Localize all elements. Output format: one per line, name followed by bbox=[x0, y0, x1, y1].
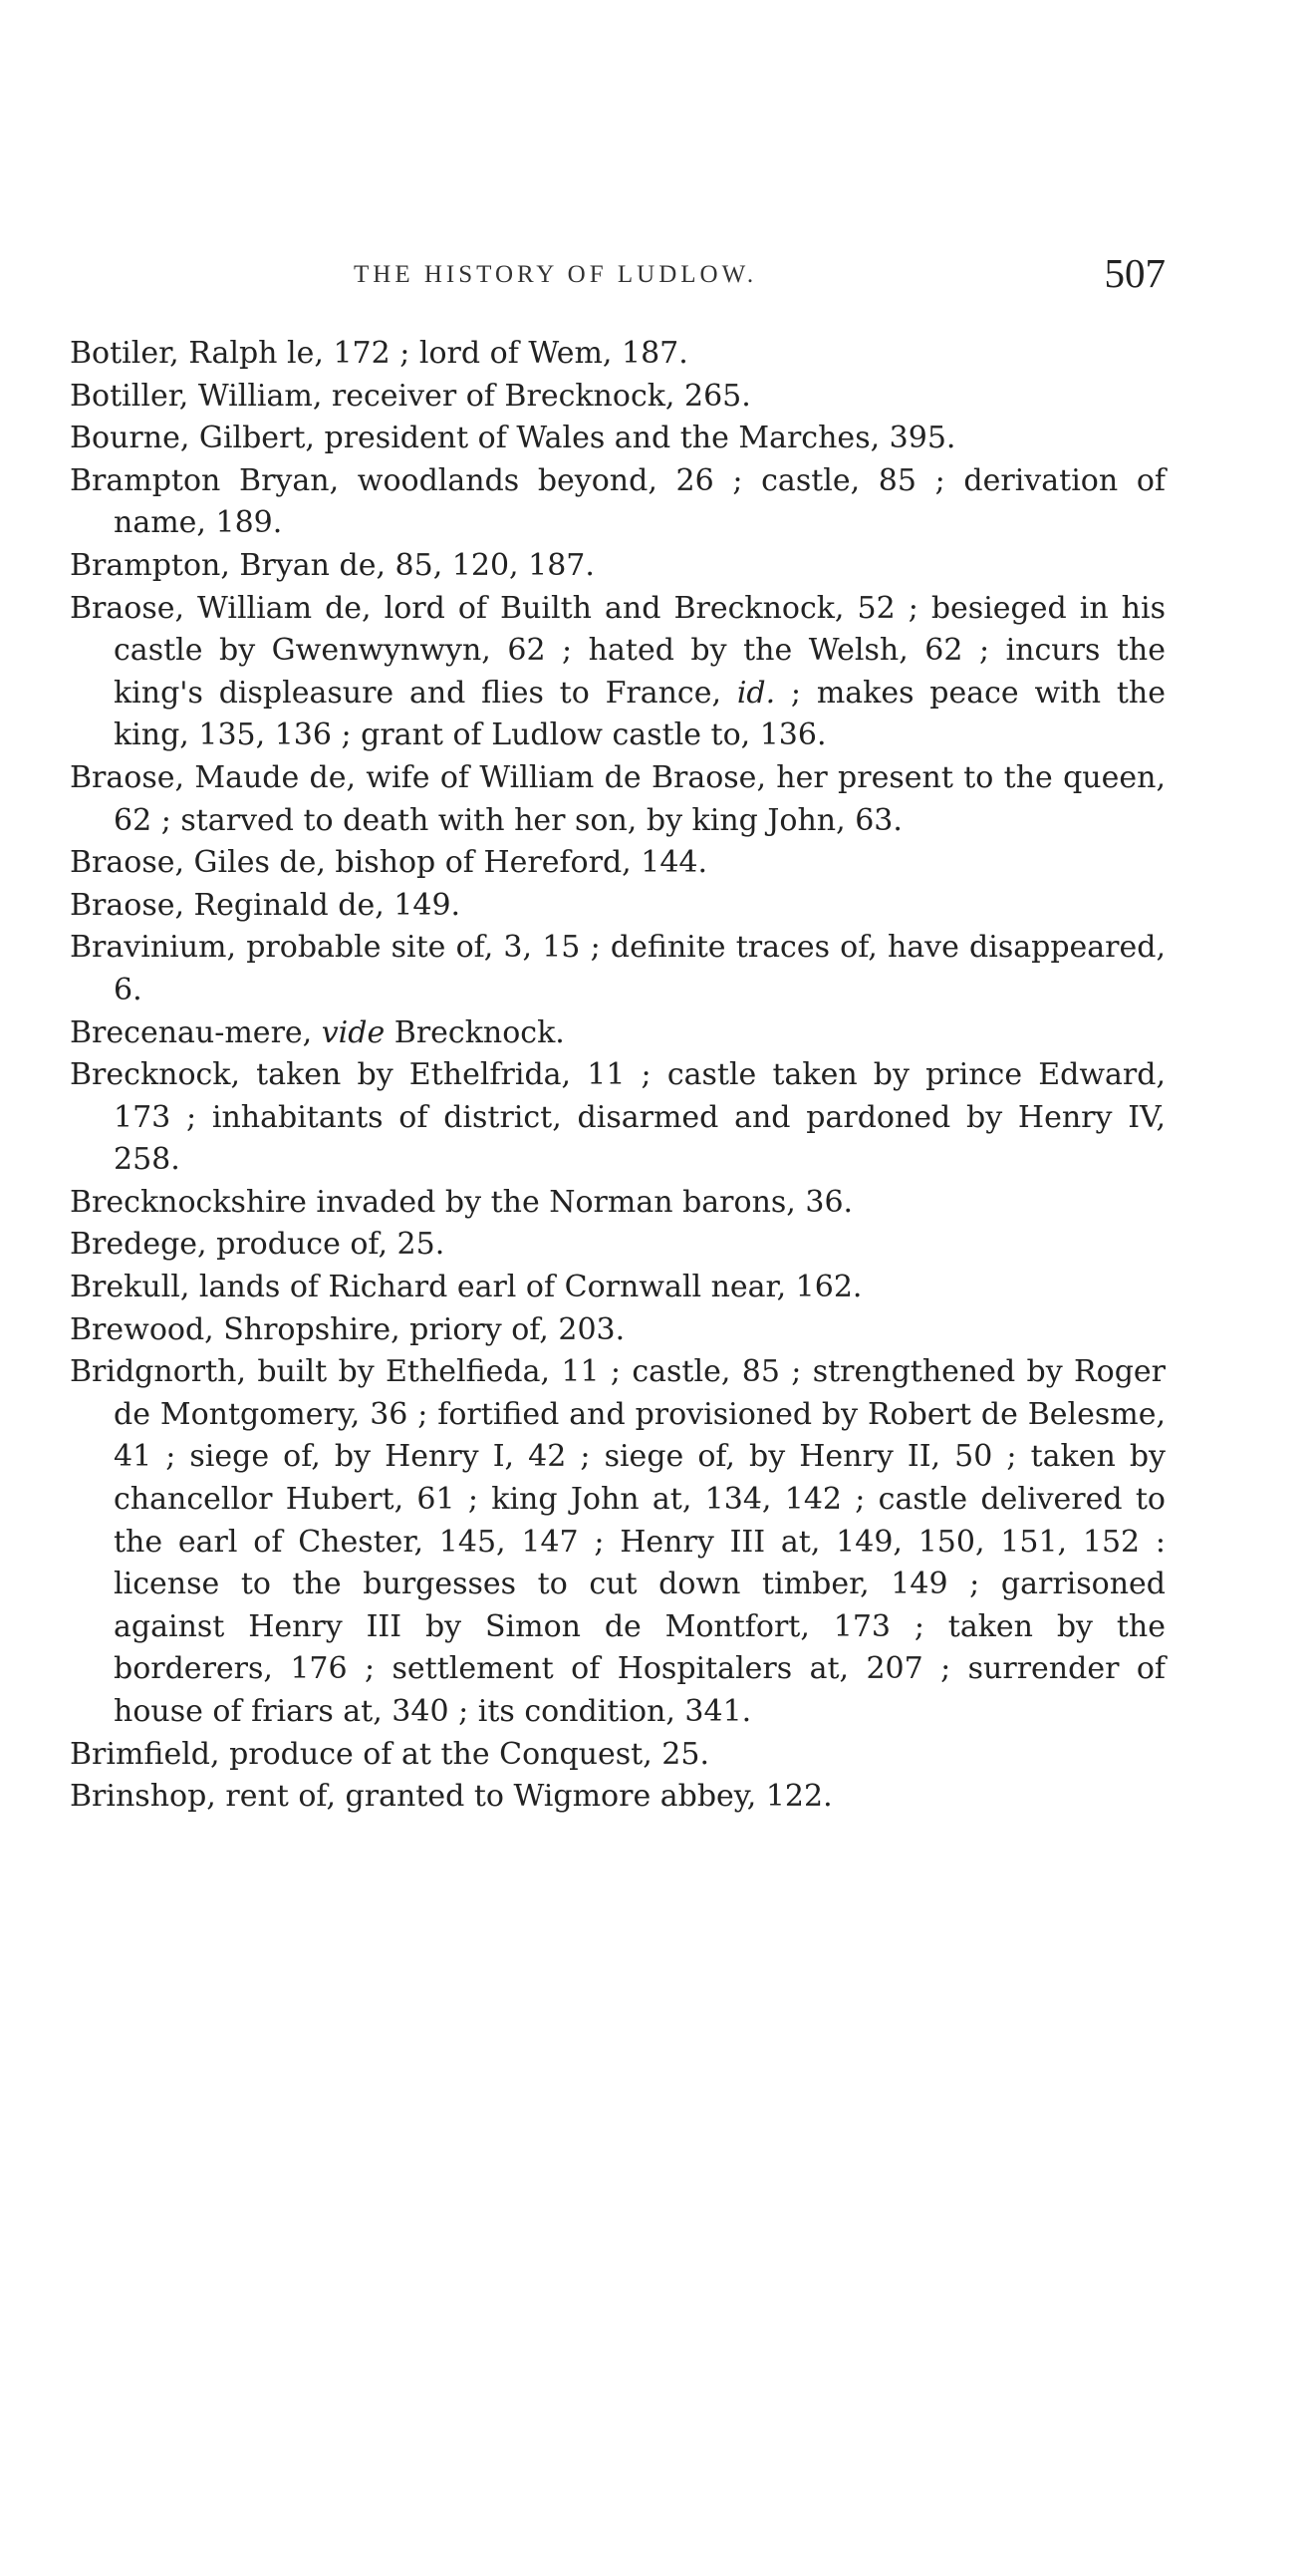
index-entry: Brekull, lands of Richard earl of Cornwall near, 162. bbox=[70, 1270, 863, 1305]
italic-term: vide bbox=[321, 1014, 386, 1050]
index-entry: Brewood, Shropshire, priory of, 203. bbox=[70, 1311, 626, 1347]
index-entry: Bourne, Gilbert, president of Wales and the Marches, 395. bbox=[70, 421, 956, 456]
index-entry: Brinshop, rent of, granted to Wigmore abbey, 122. bbox=[70, 1779, 833, 1815]
index-entry: Botiller, William, receiver of Brecknock, 265. bbox=[70, 378, 751, 414]
index-entry: Brecenau-mere, vide Brecknock. bbox=[70, 1014, 565, 1050]
index-entry: Braose, Giles de, bishop of Hereford, 144. bbox=[70, 845, 708, 881]
page-header bbox=[70, 249, 1176, 309]
index-entry: Braose, William de, lord of Builth and Brecknock, 52 ; besieged in his castle by Gwenwynwyn, 62 ; hated by the Welsh, 62 ; incurs the king's displeasure and flies to France, id. ; makes peace with the king, 135, 136 ; grant of Ludlow castle to, 136. bbox=[70, 590, 1167, 753]
index-entry: Brampton Bryan, woodlands beyond, 26 ; castle, 85 ; derivation of name, 189. bbox=[70, 462, 1166, 541]
index-entries bbox=[70, 333, 1166, 1819]
index-entry: Braose, Maude de, wife of William de Braose, her present to the queen, 62 ; starved to death with her son, by king John, 63. bbox=[70, 759, 1166, 838]
running-head: THE HISTORY OF LUDLOW. bbox=[354, 261, 758, 288]
index-entry: Bravinium, probable site of, 3, 15 ; definite traces of, have disappeared, 6. bbox=[70, 930, 1166, 1007]
index-entry: Brecknock, taken by Ethelfrida, 11 ; castle taken by prince Edward, 173 ; inhabitants of district, disarmed and pardoned by Henry IV, 258. bbox=[70, 1057, 1166, 1178]
index-entry: Botiler, Ralph le, 172 ; lord of Wem, 187. bbox=[70, 336, 688, 371]
index-entry: Brimfield, produce of at the Conquest, 25. bbox=[70, 1736, 709, 1772]
index-entry: Brampton, Bryan de, 85, 120, 187. bbox=[70, 547, 595, 583]
index-entry: Braose, Reginald de, 149. bbox=[70, 887, 461, 923]
index-entry: Bridgnorth, built by Ethelfieda, 11 ; castle, 85 ; strengthened by Roger de Montgomery, 36 ; fortified and provisioned by Robert de Belesme, 41 ; siege of, by Henry I, 42 ; siege of, by Henry II, 50 ; taken by chancellor Hubert, 61 ; king John at, 134, 142 ; castle delivered to the earl of Chester, 145, 147 ; Henry III at, 149, 150, 151, 152 : license to the burgesses to cut down timber, 149 ; garrisoned against Henry III by Simon de Montfort, 173 ; taken by the borderers, 176 ; settlement of Hospitalers at, 207 ; surrender of house of friars at, 340 ; its condition, 341. bbox=[70, 1354, 1166, 1729]
page-number: 507 bbox=[1104, 250, 1166, 296]
index-entry: Brecknockshire invaded by the Norman barons, 36. bbox=[70, 1184, 854, 1220]
index-entry: Bredege, produce of, 25. bbox=[70, 1227, 445, 1263]
italic-term: id. bbox=[736, 675, 776, 711]
